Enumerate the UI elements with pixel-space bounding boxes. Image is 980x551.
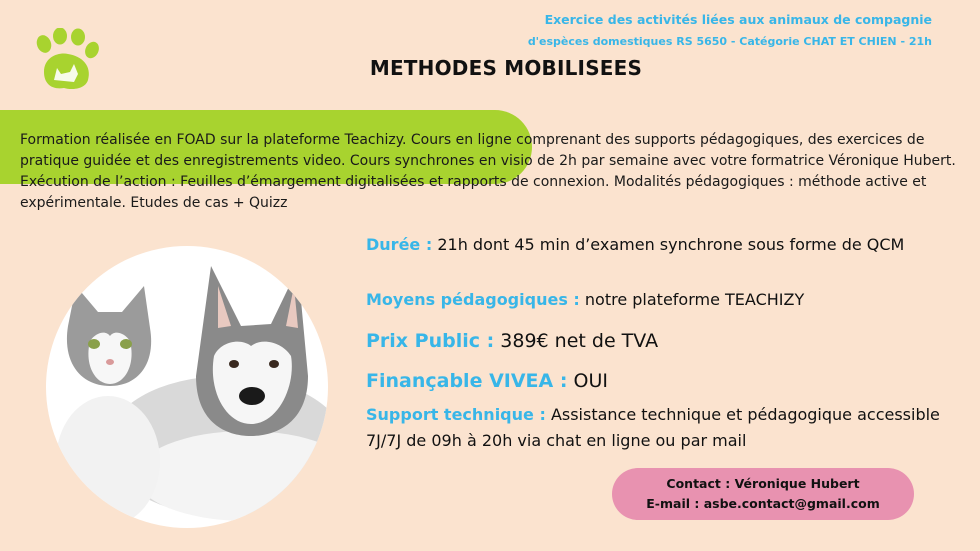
price-value: 389€ net de TVA [500,330,659,352]
course-header-line1: Exercice des activités liées aux animaux de compagnie [544,12,932,27]
means-value: notre plateforme TEACHIZY [584,290,805,309]
means-label: Moyens pédagogiques : [366,290,580,309]
means-row [366,290,804,309]
contact-name: Contact : Véronique Hubert [666,476,860,491]
course-header [528,12,932,48]
cat-and-husky-photo [46,246,328,528]
duration-value: 21h dont 45 min d’examen synchrone sous forme de QCM [437,235,905,254]
funding-value: OUI [573,370,608,392]
description-text: Formation réalisée en FOAD sur la plateforme Teachizy. Cours en ligne comprenant des supports pédagogiques, des exercices de pratique guidée et des enregistrements video. Cours synchrones en visio de 2h par semaine avec votre formatrice Véronique Hubert. Exécution de l’action : Feuilles d’émargement digitalisées et rapports de connexion. Modalités pédagogiques : méthode active et expérimentale. Etudes de cas + Quizz [20,132,956,211]
duration-row [366,232,926,258]
page-title: METHODES MOBILISEES [369,56,643,80]
contact-email[interactable]: E-mail : asbe.contact@gmail.com [646,496,880,511]
contact-badge [612,468,914,520]
support-value: Assistance technique et pédagogique accessible 7J/7J de 09h à 20h via chat en ligne ou par mail [366,405,940,450]
support-row [366,402,966,454]
price-label: Prix Public : [366,330,495,352]
support-label: Support technique : [366,405,546,424]
duration-label: Durée : [366,235,433,254]
funding-label: Finançable VIVEA : [366,370,568,392]
price-row [366,330,658,352]
course-header-line2: d'espèces domestiques RS 5650 - Catégorie CHAT ET CHIEN - 21h [527,35,932,48]
funding-row [366,370,608,392]
